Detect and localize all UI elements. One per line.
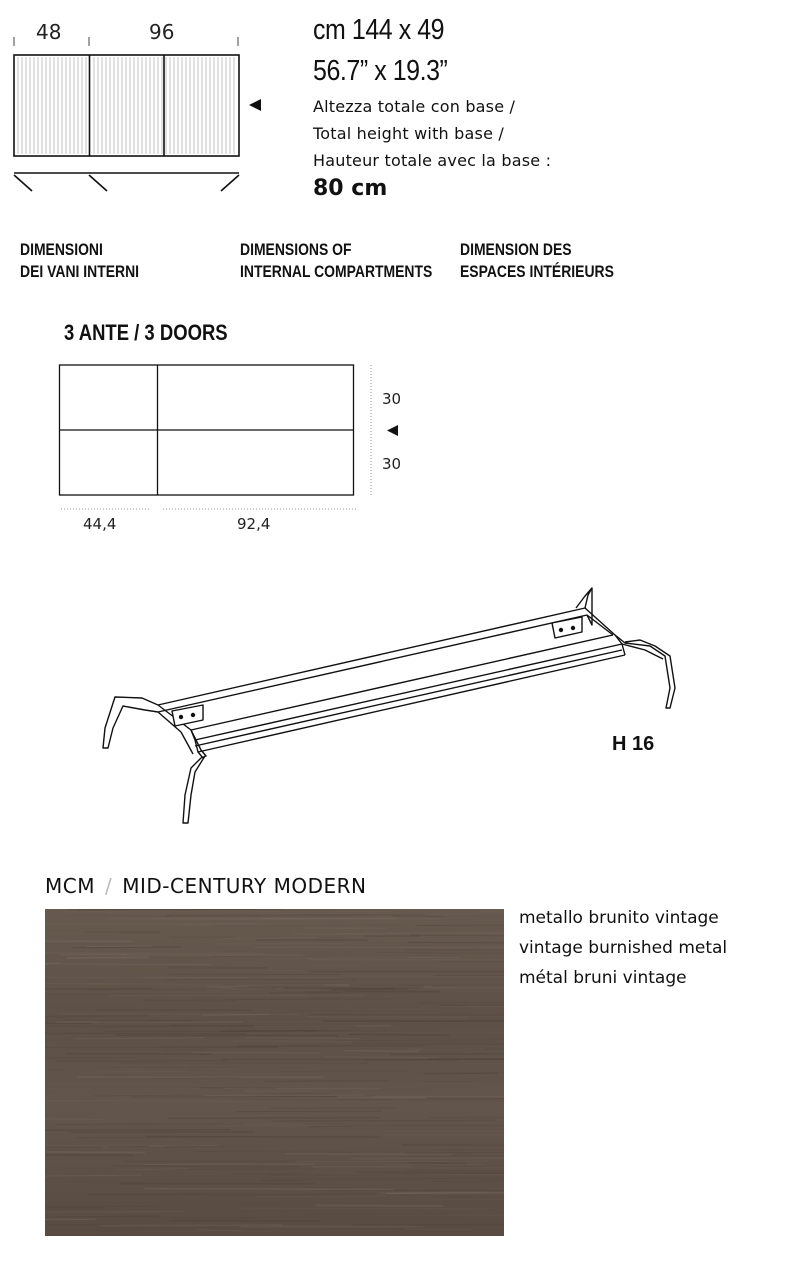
height-arrow-icon (248, 98, 262, 112)
compartment-arrow-icon (386, 424, 399, 437)
height-label-fr: Hauteur totale avec la base : (313, 151, 552, 170)
metal-base-drawing (95, 580, 685, 830)
header-fr (460, 239, 614, 283)
height-value: 80 cm (313, 176, 388, 201)
finish-code: MCM (45, 874, 95, 898)
finish-line-fr: métal bruni vintage (519, 968, 687, 988)
height-label-en: Total height with base / (313, 124, 504, 143)
header-en (240, 239, 432, 283)
finish-line-en: vintage burnished metal (519, 938, 728, 958)
size-inches: 56.7” x 19.3” (313, 55, 448, 87)
size-cm: cm 144 x 49 (313, 14, 445, 46)
header-en-line2: INTERNAL COMPARTMENTS (240, 262, 433, 281)
header-it (20, 239, 139, 283)
base-height-label: H 16 (612, 733, 655, 755)
compartment-width-left: 44,4 (83, 515, 117, 533)
finish-title (45, 874, 367, 898)
finish-line-it: metallo brunito vintage (519, 908, 719, 928)
header-en-line1: DIMENSIONS OF (240, 240, 352, 259)
finish-swatch (45, 909, 504, 1236)
compartment-height-top: 30 (382, 390, 402, 408)
dim-right-width: 96 (149, 20, 175, 44)
compartment-height-bottom: 30 (382, 455, 402, 473)
header-fr-line1: DIMENSION DES (460, 240, 572, 259)
header-it-line1: DIMENSIONI (20, 240, 103, 259)
header-fr-line2: ESPACES INTÉRIEURS (460, 262, 614, 281)
height-label-it: Altezza totale con base / (313, 97, 516, 116)
compartment-width-right: 92,4 (237, 515, 271, 533)
finish-description (519, 903, 727, 993)
swatch-texture (45, 909, 504, 1236)
dim-left-width: 48 (36, 20, 62, 44)
finish-separator: / (104, 874, 113, 898)
compartments-title: 3 ANTE / 3 DOORS (64, 320, 228, 345)
header-it-line2: DEI VANI INTERNI (20, 262, 140, 281)
compartments-diagram (50, 355, 380, 520)
finish-name: MID-CENTURY MODERN (122, 874, 367, 898)
